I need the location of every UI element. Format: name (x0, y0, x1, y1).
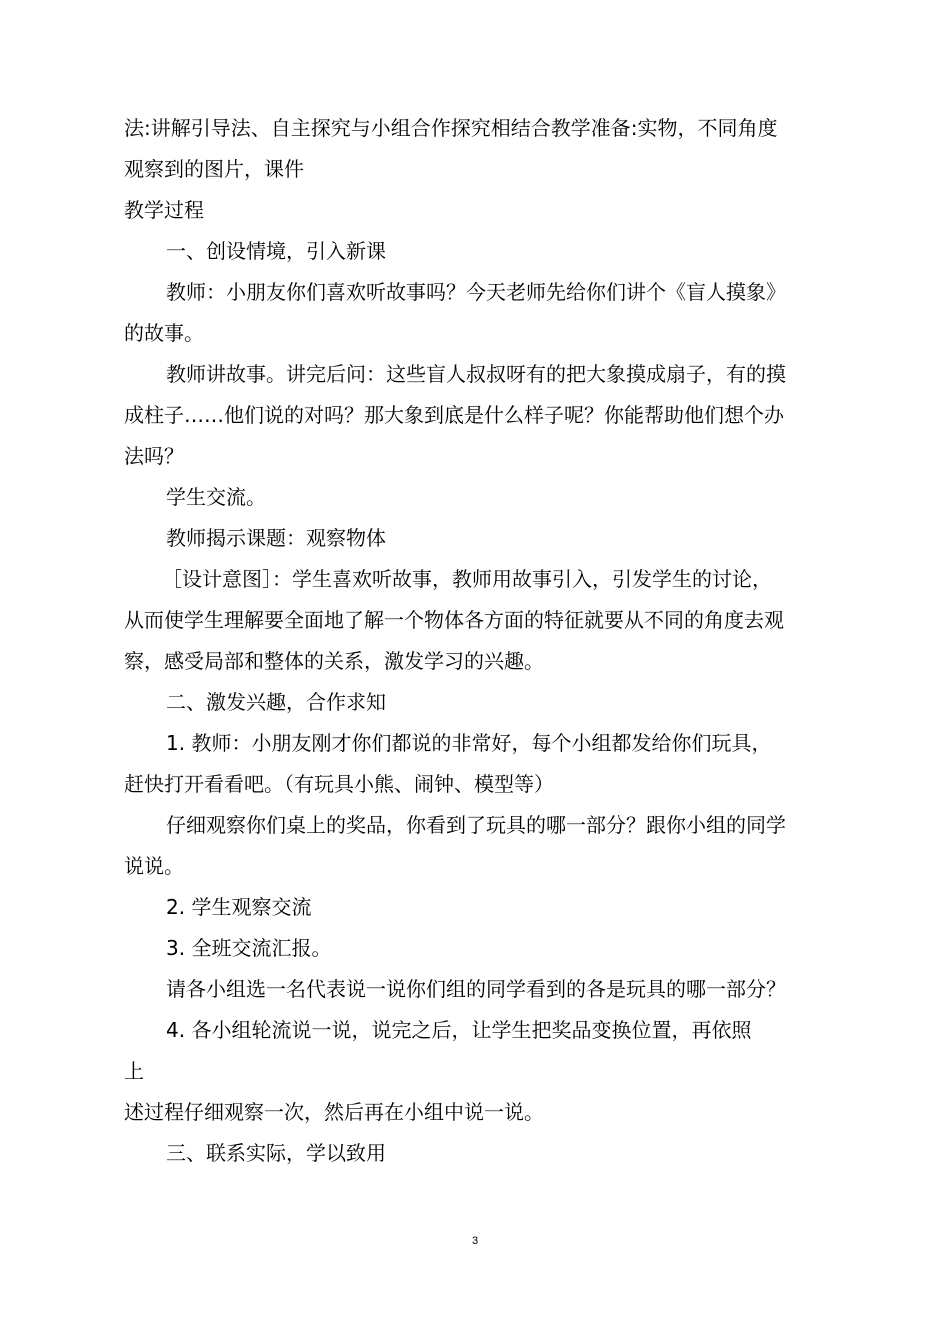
text-line: 上 (124, 1059, 144, 1083)
section-heading: 教学过程 (124, 198, 204, 222)
text-line: 观察到的图片，课件 (124, 157, 304, 181)
text-line: 的故事。 (124, 321, 204, 345)
section-heading: 一、创设情境，引入新课 (166, 239, 386, 263)
section-heading: 二、激发兴趣，合作求知 (166, 690, 386, 714)
text-line: 教师讲故事。讲完后问：这些盲人叔叔呀有的把大象摸成扇子，有的摸 (166, 362, 786, 386)
text-line: 请各小组选一名代表说一说你们组的同学看到的各是玩具的哪一部分？ (166, 977, 786, 1001)
text-line: 成柱子……他们说的对吗？那大象到底是什么样子呢？你能帮助他们想个办 (124, 403, 784, 427)
list-item: 2. 学生观察交流 (166, 895, 312, 919)
list-item: 4. 各小组轮流说一说，说完之后，让学生把奖品变换位置，再依照 (166, 1018, 752, 1042)
section-heading: 三、联系实际，学以致用 (166, 1141, 386, 1165)
text-line: 学生交流。 (166, 485, 266, 509)
text-line: 说说。 (124, 854, 184, 878)
text-line: ［设计意图］：学生喜欢听故事，教师用故事引入，引发学生的讨论， (162, 567, 772, 591)
text-line: 教师揭示课题：观察物体 (166, 526, 386, 550)
text-line: 法吗？ (124, 444, 184, 468)
text-line: 述过程仔细观察一次，然后再在小组中说一说。 (124, 1100, 544, 1124)
page-number: 3 (471, 1235, 479, 1247)
list-item: 1. 教师：小朋友刚才你们都说的非常好，每个小组都发给你们玩具， (166, 731, 772, 755)
text-line: 教师：小朋友你们喜欢听故事吗？今天老师先给你们讲个《盲人摸象》 (166, 280, 786, 304)
text-line: 仔细观察你们桌上的奖品，你看到了玩具的哪一部分？跟你小组的同学 (166, 813, 786, 837)
text-line: 赶快打开看看吧。（有玩具小熊、闹钟、模型等） (124, 772, 554, 796)
list-item: 3. 全班交流汇报。 (166, 936, 332, 960)
text-line: 法:讲解引导法、自主探究与小组合作探究相结合教学准备:实物，不同角度 (124, 116, 778, 140)
text-line: 察，感受局部和整体的关系，激发学习的兴趣。 (124, 649, 544, 673)
text-line: 从而使学生理解要全面地了解一个物体各方面的特征就要从不同的角度去观 (124, 608, 784, 632)
